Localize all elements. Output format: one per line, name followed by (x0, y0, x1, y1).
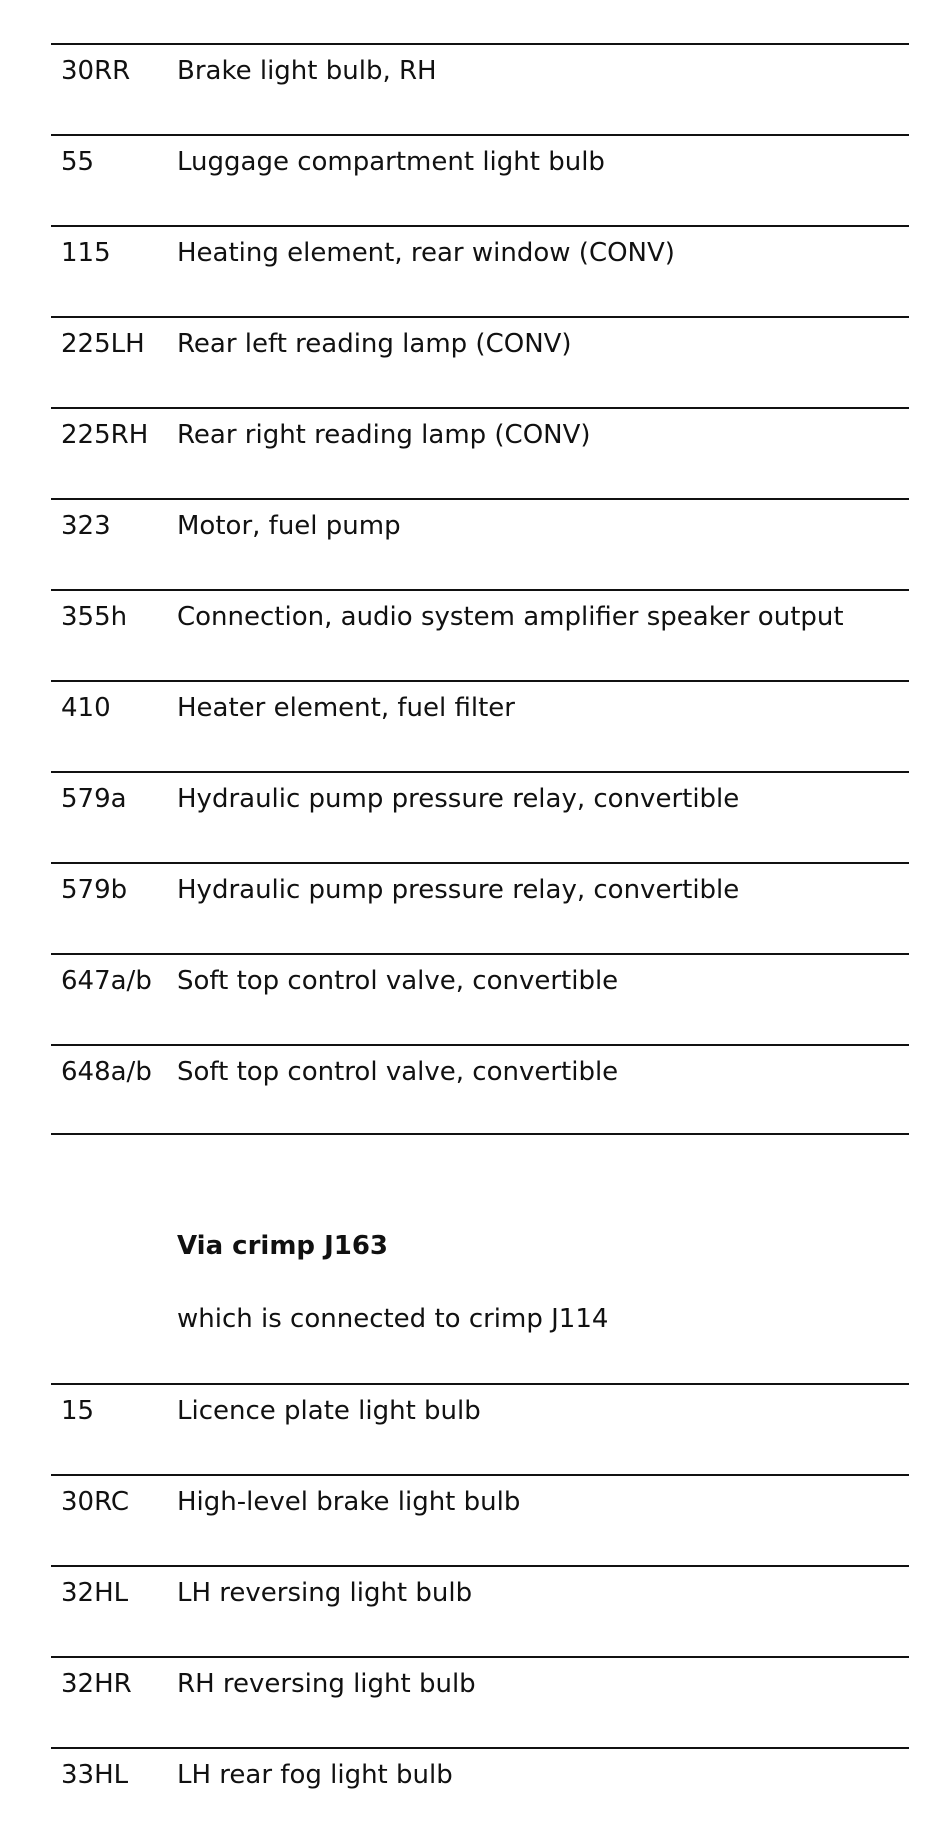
table-row (51, 225, 909, 316)
row-code: 33HL (61, 1760, 129, 1790)
row-description: Rear right reading lamp (CONV) (177, 420, 591, 450)
row-description: Connection, audio system amplifier speaker output (177, 602, 844, 632)
row-code: 225RH (61, 420, 149, 450)
row-description: Brake light bulb, RH (177, 56, 437, 86)
row-code: 30RC (61, 1487, 130, 1517)
table-row (51, 134, 909, 225)
table-row (51, 862, 909, 953)
row-code: 410 (61, 693, 111, 723)
row-description: Luggage compartment light bulb (177, 147, 605, 177)
row-code: 225LH (61, 329, 145, 359)
table-row (51, 1747, 909, 1838)
table-row (51, 680, 909, 771)
table-row (51, 771, 909, 862)
table-row (51, 407, 909, 498)
table-row (51, 43, 909, 134)
row-code: 15 (61, 1396, 95, 1426)
table-row (51, 953, 909, 1044)
row-description: Heating element, rear window (CONV) (177, 238, 675, 268)
table-row (51, 1656, 909, 1747)
row-code: 355h (61, 602, 128, 632)
row-description: LH rear fog light bulb (177, 1760, 453, 1790)
row-code: 579b (61, 875, 128, 905)
row-description: RH reversing light bulb (177, 1669, 476, 1699)
row-description: Soft top control valve, convertible (177, 966, 619, 996)
row-description: High-level brake light bulb (177, 1487, 521, 1517)
row-code: 32HL (61, 1578, 129, 1608)
row-code: 323 (61, 511, 111, 541)
row-description: LH reversing light bulb (177, 1578, 473, 1608)
row-description: Hydraulic pump pressure relay, convertible (177, 875, 740, 905)
section-title: Via crimp J163 (177, 1231, 389, 1261)
row-description: Motor, fuel pump (177, 511, 401, 541)
table-row (51, 1383, 909, 1474)
table-row (51, 498, 909, 589)
row-description: Rear left reading lamp (CONV) (177, 329, 572, 359)
table-row (51, 1474, 909, 1565)
table-row (51, 589, 909, 680)
row-code: 647a/b (61, 966, 152, 996)
row-description: Soft top control valve, convertible (177, 1057, 619, 1087)
row-code: 579a (61, 784, 127, 814)
row-description: Hydraulic pump pressure relay, convertible (177, 784, 740, 814)
row-code: 115 (61, 238, 111, 268)
row-description: Heater element, fuel filter (177, 693, 515, 723)
row-code: 32HR (61, 1669, 132, 1699)
row-code: 30RR (61, 56, 131, 86)
row-code: 55 (61, 147, 95, 177)
table-row (51, 1044, 909, 1135)
wiring-table-bottom (51, 1383, 909, 1838)
row-description: Licence plate light bulb (177, 1396, 481, 1426)
row-code: 648a/b (61, 1057, 152, 1087)
wiring-table-top (51, 43, 909, 1135)
table-row (51, 316, 909, 407)
section-subtitle: which is connected to crimp J114 (177, 1304, 609, 1334)
table-row (51, 1565, 909, 1656)
